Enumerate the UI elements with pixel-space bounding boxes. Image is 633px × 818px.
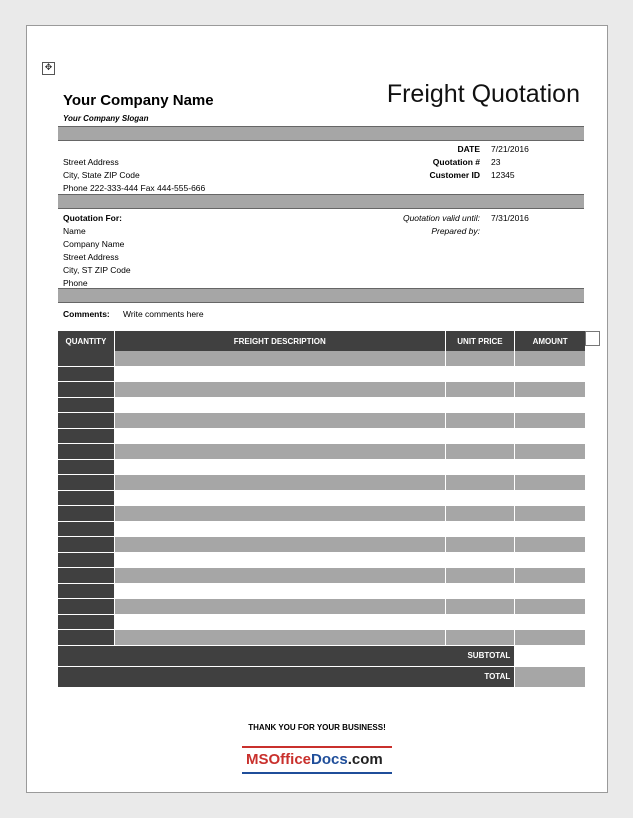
table-row[interactable] [58, 397, 585, 413]
description-cell[interactable] [114, 413, 445, 429]
amount-cell[interactable] [515, 382, 585, 398]
quantity-cell[interactable] [58, 428, 114, 444]
table-row[interactable] [58, 506, 585, 522]
quantity-cell[interactable] [58, 599, 114, 615]
amount-cell[interactable] [515, 552, 585, 568]
description-cell[interactable] [114, 366, 445, 382]
amount-cell[interactable] [515, 444, 585, 460]
unit-price-cell[interactable] [445, 568, 515, 584]
description-cell[interactable] [114, 397, 445, 413]
unit-price-cell[interactable] [445, 552, 515, 568]
client-city[interactable]: City, ST ZIP Code [63, 265, 131, 275]
customer-id-label: Customer ID [429, 170, 480, 180]
amount-cell[interactable] [515, 599, 585, 615]
logo-text: MSOfficeDocs.com [246, 751, 383, 768]
table-row[interactable] [58, 614, 585, 630]
amount-cell[interactable] [515, 351, 585, 366]
quantity-cell[interactable] [58, 444, 114, 460]
description-cell[interactable] [114, 614, 445, 630]
table-row[interactable] [58, 413, 585, 429]
table-side-handle[interactable] [585, 331, 600, 346]
description-cell[interactable] [114, 382, 445, 398]
amount-cell[interactable] [515, 366, 585, 382]
unit-price-cell[interactable] [445, 506, 515, 522]
date-value[interactable]: 7/21/2016 [491, 144, 529, 154]
quantity-cell[interactable] [58, 552, 114, 568]
unit-price-cell[interactable] [445, 444, 515, 460]
company-name[interactable]: Your Company Name [63, 92, 214, 109]
description-cell[interactable] [114, 599, 445, 615]
table-header-row [58, 331, 585, 351]
subtotal-value[interactable] [515, 645, 585, 666]
company-city[interactable]: City, State ZIP Code [63, 170, 140, 180]
table-row[interactable] [58, 444, 585, 460]
quantity-cell[interactable] [58, 506, 114, 522]
table-row[interactable] [58, 521, 585, 537]
quantity-header: QUANTITY [58, 331, 114, 351]
valid-until-value[interactable]: 7/31/2016 [491, 213, 529, 223]
table-row[interactable] [58, 490, 585, 506]
move-handle-icon[interactable]: ✥ [42, 62, 55, 75]
unit-price-cell[interactable] [445, 475, 515, 491]
prepared-by-label: Prepared by: [431, 226, 480, 236]
logo-bottom-stripe [242, 772, 392, 774]
unit-price-cell[interactable] [445, 459, 515, 475]
quantity-cell[interactable] [58, 614, 114, 630]
client-band [58, 288, 584, 303]
amount-cell[interactable] [515, 630, 585, 646]
table-row[interactable] [58, 537, 585, 553]
quantity-cell[interactable] [58, 475, 114, 491]
description-cell[interactable] [114, 552, 445, 568]
unit-price-cell[interactable] [445, 351, 515, 366]
description-cell[interactable] [114, 583, 445, 599]
quantity-cell[interactable] [58, 397, 114, 413]
description-cell[interactable] [114, 459, 445, 475]
company-address [63, 156, 205, 195]
amount-cell[interactable] [515, 413, 585, 429]
quantity-cell[interactable] [58, 568, 114, 584]
unit-price-header: UNIT PRICE [445, 331, 515, 351]
unit-price-cell[interactable] [445, 630, 515, 646]
table-row[interactable] [58, 382, 585, 398]
comments-label: Comments: [63, 309, 110, 319]
unit-price-cell[interactable] [445, 397, 515, 413]
quantity-cell[interactable] [58, 351, 114, 366]
unit-price-cell[interactable] [445, 521, 515, 537]
quantity-cell[interactable] [58, 490, 114, 506]
table-row[interactable] [58, 459, 585, 475]
description-cell[interactable] [114, 568, 445, 584]
subtotal-label: SUBTOTAL [58, 645, 515, 666]
amount-cell[interactable] [515, 459, 585, 475]
client-name[interactable]: Name [63, 226, 86, 236]
table-row[interactable] [58, 599, 585, 615]
description-cell[interactable] [114, 537, 445, 553]
address-band [58, 194, 584, 209]
description-cell[interactable] [114, 521, 445, 537]
quotation-for-block [63, 212, 131, 290]
freight-items-table [58, 331, 585, 688]
valid-until-label: Quotation valid until: [402, 213, 480, 223]
client-company[interactable]: Company Name [63, 239, 125, 249]
table-row[interactable] [58, 428, 585, 444]
table-row[interactable] [58, 568, 585, 584]
unit-price-cell[interactable] [445, 366, 515, 382]
amount-cell[interactable] [515, 614, 585, 630]
unit-price-cell[interactable] [445, 490, 515, 506]
unit-price-cell[interactable] [445, 583, 515, 599]
client-phone[interactable]: Phone [63, 278, 88, 288]
quantity-cell[interactable] [58, 382, 114, 398]
quotation-number-label: Quotation # [432, 157, 480, 167]
comments-value[interactable]: Write comments here [123, 309, 204, 319]
description-cell[interactable] [114, 630, 445, 646]
unit-price-cell[interactable] [445, 599, 515, 615]
table-row[interactable] [58, 630, 585, 646]
amount-header: AMOUNT [515, 331, 585, 351]
quotation-number-value[interactable]: 23 [491, 157, 501, 167]
amount-cell[interactable] [515, 521, 585, 537]
company-street[interactable]: Street Address [63, 157, 119, 167]
description-cell[interactable] [114, 444, 445, 460]
company-slogan[interactable]: Your Company Slogan [63, 114, 149, 123]
customer-id-value[interactable]: 12345 [491, 170, 515, 180]
client-street[interactable]: Street Address [63, 252, 119, 262]
description-cell[interactable] [114, 351, 445, 366]
unit-price-cell[interactable] [445, 428, 515, 444]
amount-cell[interactable] [515, 490, 585, 506]
thank-you-note: THANK YOU FOR YOUR BUSINESS! [248, 723, 386, 732]
amount-cell[interactable] [515, 475, 585, 491]
amount-cell[interactable] [515, 397, 585, 413]
table-row[interactable] [58, 475, 585, 491]
description-cell[interactable] [114, 506, 445, 522]
amount-cell[interactable] [515, 506, 585, 522]
table-row[interactable] [58, 583, 585, 599]
quantity-cell[interactable] [58, 537, 114, 553]
logo-top-stripe [242, 746, 392, 748]
quantity-cell[interactable] [58, 583, 114, 599]
company-phone-fax[interactable]: Phone 222-333-444 Fax 444-555-666 [63, 183, 206, 193]
table-row[interactable] [58, 552, 585, 568]
description-header: FREIGHT DESCRIPTION [114, 331, 445, 351]
header-band [58, 126, 584, 141]
unit-price-cell[interactable] [445, 537, 515, 553]
date-label: DATE [457, 144, 480, 154]
total-row [58, 666, 585, 687]
msofficedocs-logo[interactable] [242, 746, 392, 776]
subtotal-row [58, 645, 585, 666]
amount-cell[interactable] [515, 428, 585, 444]
unit-price-cell[interactable] [445, 382, 515, 398]
document-title[interactable]: Freight Quotation [386, 80, 580, 108]
quantity-cell[interactable] [58, 459, 114, 475]
description-cell[interactable] [114, 428, 445, 444]
quantity-cell[interactable] [58, 630, 114, 646]
unit-price-cell[interactable] [445, 614, 515, 630]
quotation-page [26, 25, 608, 793]
total-label: TOTAL [58, 666, 515, 687]
unit-price-cell[interactable] [445, 413, 515, 429]
quantity-cell[interactable] [58, 521, 114, 537]
amount-cell[interactable] [515, 568, 585, 584]
amount-cell[interactable] [515, 537, 585, 553]
quotation-for-label: Quotation For: [63, 213, 123, 223]
quantity-cell[interactable] [58, 413, 114, 429]
description-cell[interactable] [114, 475, 445, 491]
description-cell[interactable] [114, 490, 445, 506]
amount-cell[interactable] [515, 583, 585, 599]
quantity-cell[interactable] [58, 366, 114, 382]
total-value[interactable] [515, 666, 585, 687]
table-row[interactable] [58, 366, 585, 382]
table-row[interactable] [58, 351, 585, 366]
